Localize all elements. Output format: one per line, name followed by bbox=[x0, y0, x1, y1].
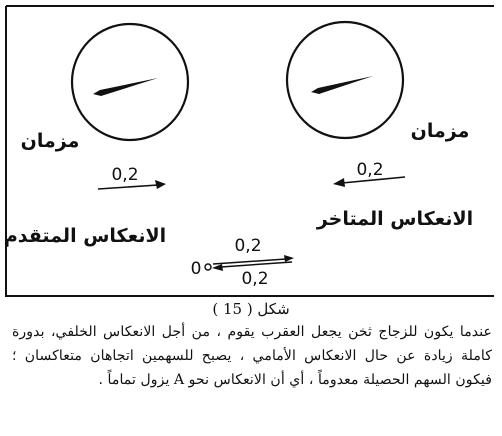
right-timer-hand bbox=[311, 76, 373, 94]
origin-label: 0 bbox=[190, 259, 202, 279]
top-arrow-value: 0,2 bbox=[234, 236, 262, 256]
left-timer-dial bbox=[72, 24, 188, 140]
left-arrow-value: 0,2 bbox=[111, 165, 139, 185]
left-timer-label: مزمان bbox=[20, 130, 80, 152]
origin-point bbox=[205, 264, 211, 270]
left-caption: الانعكاس المتقدم bbox=[3, 225, 167, 247]
figure-caption: شكل ( 15 ) bbox=[212, 300, 290, 318]
right-arrow-value: 0,2 bbox=[356, 160, 384, 180]
resultant-diagram bbox=[191, 236, 294, 289]
right-arrow-head bbox=[333, 178, 345, 187]
right-timer-label: مزمان bbox=[410, 120, 470, 142]
bottom-arrow-value: 0,2 bbox=[241, 269, 269, 289]
right-timer bbox=[287, 22, 403, 138]
bottom-arrow-head bbox=[212, 264, 223, 271]
left-arrow-shaft bbox=[98, 185, 158, 189]
left-arrow-head bbox=[155, 180, 166, 189]
left-timer-hand bbox=[93, 78, 158, 96]
left-timer bbox=[72, 24, 188, 140]
right-caption: الانعكاس المتاخر bbox=[316, 208, 474, 230]
body-paragraph: عندما يكون للزجاج ثخن يجعل العقرب يقوم ، من أجل الانعكاس الخلفي، بدورة كاملة زيادة عن حال الانعكاس الأمامي ، يصبح للسهمين اتجاهان متعاكسان ؛ فيكون السهم الحصيلة معدوماً ، أي أن الانعكاس نحو A يزول تماماً . bbox=[12, 324, 492, 388]
top-arrow-head bbox=[284, 255, 294, 262]
right-timer-dial bbox=[287, 22, 403, 138]
